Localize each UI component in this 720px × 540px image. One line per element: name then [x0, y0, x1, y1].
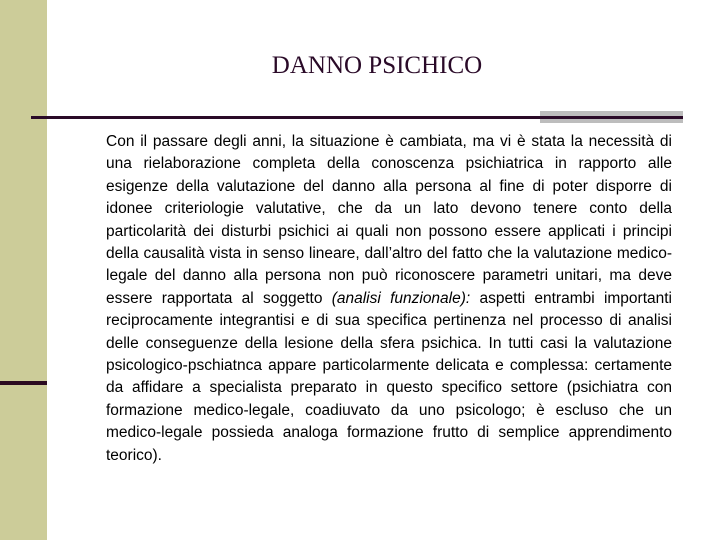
sidebar-divider-mark: [0, 381, 47, 385]
title-underline-accent-line: [540, 116, 683, 119]
paragraph-text-part1: Con il passare degli anni, la situazione è cambiata, ma vi è stata la necessità di una rielaborazione completa della conoscenza psichiatrica in rapporto alle esigenze della valutazione del danno alla persona al fine di poter disporre di idonee criteriologie valutative, che da un lato devono tenere conto della particolarità dei disturbi psichici ai quali non possono essere applicati i principi della causalità vista in senso lineare, dall’altro del fatto che la valutazione medico-legale del danno alla persona non può riconoscere parametri unitari, ma deve essere rapportata al soggetto: [106, 133, 672, 307]
paragraph-italic-text: (analisi funzionale):: [331, 289, 471, 307]
sidebar-decoration: [0, 0, 47, 540]
paragraph-text-part2: aspetti entrambi importanti reciprocamente integrantisi e di sua specifica pertinenza nel processo di analisi delle conseguenze della lesione della sfera psichica. In tutti casi la valutazione psicologico-pschiatnca appare particolarmente delicata e complessa: certamente da affidare a specialista preparato in questo specifico settore (psichiatra con formazione medico-legale, coadiuvato da uno psicologo; è escluso che un medico-legale possieda analoga formazione frutto di semplice apprendimento teorico).: [106, 289, 673, 464]
slide-body-paragraph: [106, 131, 672, 467]
title-underline: [31, 116, 541, 119]
slide-title: DANNO PSICHICO: [271, 52, 483, 79]
